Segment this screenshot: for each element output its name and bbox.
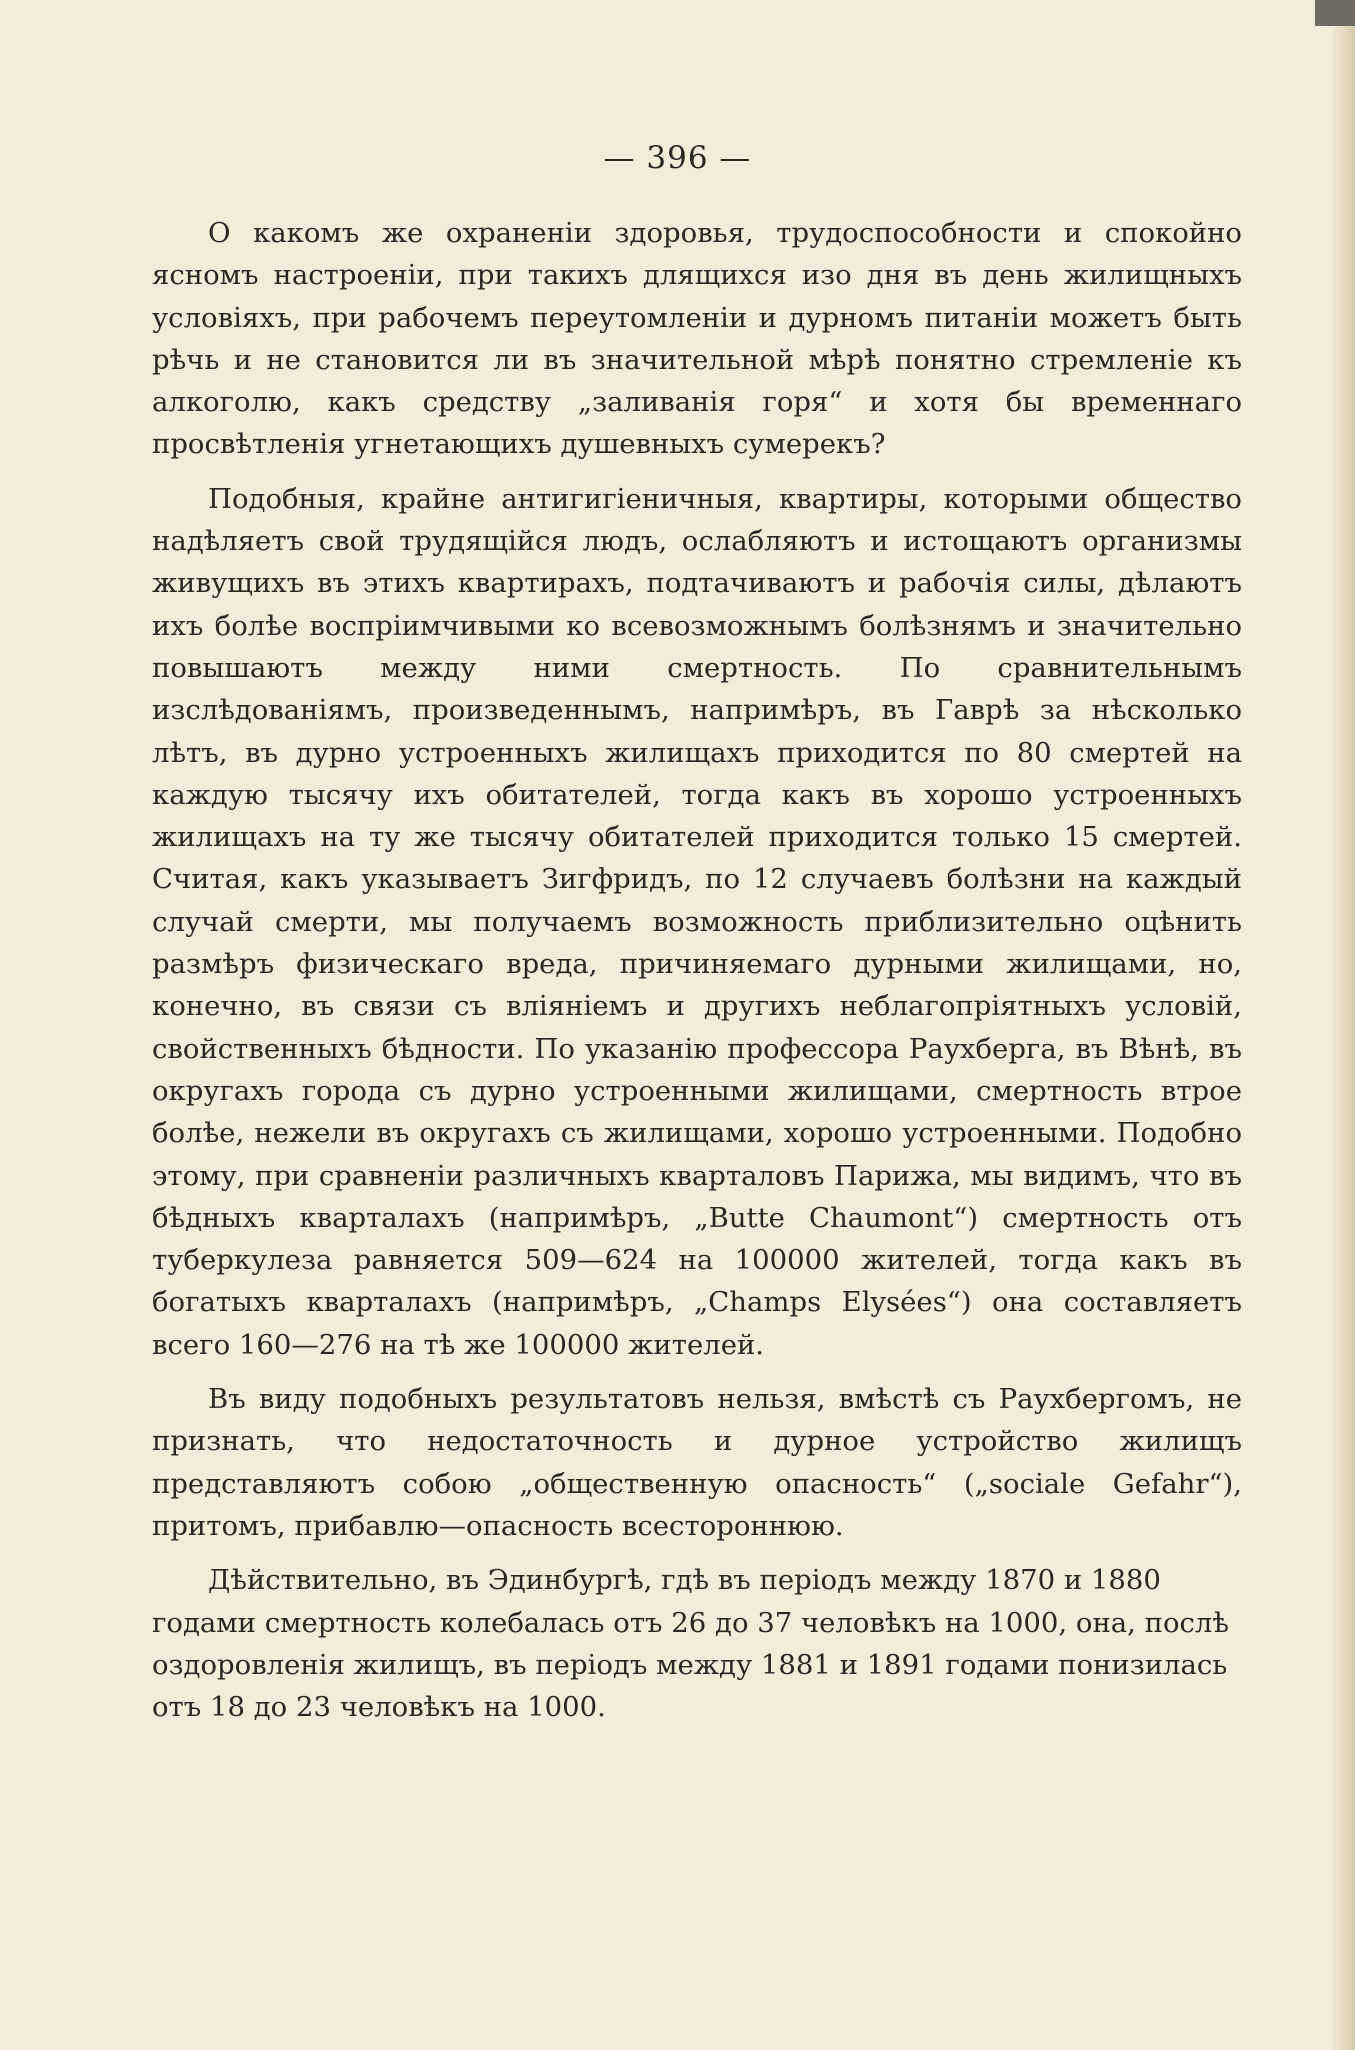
page-corner [1315,0,1355,26]
paragraph: Въ виду подобныхъ результатовъ нельзя, вмѣстѣ съ Раухбергомъ, не признать, что недостаточность и дурное устройство жилищъ представляютъ собою „общественную опасность“ („sociale Gefahr“), притомъ, прибавлю—опасность всестороннюю. [152,1383,1242,1542]
paragraph: Дѣйствительно, въ Эдинбургѣ, гдѣ въ періодъ между 1870 и 1880 годами смертность колебалась отъ 26 до 37 человѣкъ на 1000, она, послѣ оздоровленія жилищъ, въ періодъ между 1881 и 1891 годами понизилась отъ 18 до 23 человѣкъ на 1000. [152,1564,1229,1724]
paragraph: Подобныя, крайне антигигіеничныя, квартиры, которыми общество надѣляетъ свой трудящійся людъ, ослабляютъ и истощаютъ организмы живущихъ въ этихъ квартирахъ, подтачиваютъ и рабочія силы, дѣлаютъ ихъ болѣе воспріимчивыми ко всевозможнымъ болѣзнямъ и значительно повышаютъ между ними смертность. По сравнительнымъ изслѣдованіямъ, произведеннымъ, напримѣръ, въ Гаврѣ за нѣсколько лѣтъ, въ дурно устроенныхъ жилищахъ приходится по 80 смертей на каждую тысячу ихъ обитателей, тогда какъ въ хорошо устроенныхъ жилищахъ на ту же тысячу обитателей приходится только 15 смертей. Считая, какъ указываетъ Зигфридъ, по 12 случаевъ болѣзни на каждый случай смерти, мы получаемъ возможность приблизительно оцѣнить размѣръ физическаго вреда, причиняемаго дурными жилищами, но, конечно, въ связи съ вліяніемъ и другихъ неблагопріятныхъ условій, свойственныхъ бѣдности. По указанію профессора Раухберга, въ Вѣнѣ, въ округахъ города съ дурно устроенными жилищами, смертность втрое болѣе, нежели въ округахъ съ жилищами, хорошо устроенными. Подобно этому, при сравненіи различныхъ кварталовъ Парижа, мы видимъ, что въ бѣдныхъ кварталахъ (напримѣръ, „Butte Chaumont“) смертность отъ туберкулеза равняется 509—624 на 100000 жителей, тогда какъ въ богатыхъ кварталахъ (напримѣръ, „Champs Elysées“) она составляетъ всего 160—276 на тѣ же 100000 жителей. [152,482,1242,1361]
page-edge [1333,0,1355,2050]
page-number: — 396 — [603,140,752,176]
paragraph: О какомъ же охраненіи здоровья, трудоспособности и спокойно ясномъ настроеніи, при такихъ длящихся изо дня въ день жилищныхъ условіяхъ, при рабочемъ переутомленіи и дурномъ питаніи можетъ быть рѣчь и не становится ли въ значительной мѣрѣ понятно стремленіе къ алкоголю, какъ средству „заливанія горя“ и хотя бы временнаго просвѣтленія угнетающихъ душевныхъ сумерекъ? [152,217,1242,461]
body-text [152,212,1242,1740]
